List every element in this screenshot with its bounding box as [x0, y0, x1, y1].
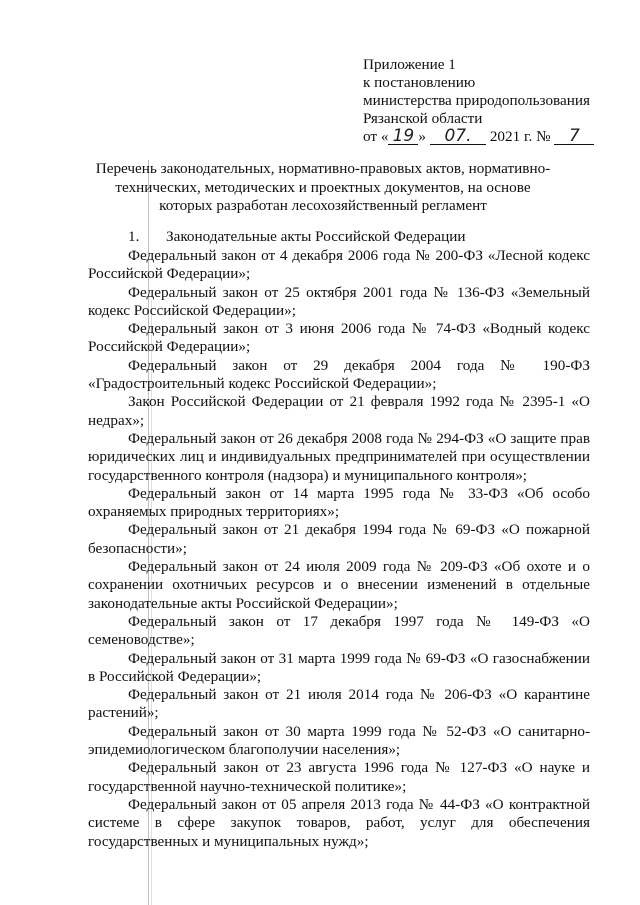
list-item: Федеральный закон от 3 июня 2006 года № 74-ФЗ «Водный кодекс Российской Федерации»; [88, 320, 590, 356]
section-heading: 1. Законодательные акты Российской Федерации [128, 228, 466, 245]
appendix-to-resolution: к постановлению [363, 74, 476, 91]
date-month-handwritten: 07. [430, 128, 486, 145]
appendix-date-line [363, 128, 623, 146]
list-item: Федеральный закон от 23 августа 1996 года № 127-ФЗ «О науке и государственной научно-технической политике»; [88, 759, 590, 795]
list-item: Федеральный закон от 4 декабря 2006 года № 200-ФЗ «Лесной кодекс Российской Федерации»; [88, 247, 590, 283]
list-item: Федеральный закон от 24 июля 2009 года № 209-ФЗ «Об охоте и о сохранении охотничьих ресурсов и о внесении изменений в отдельные законодательные акты Российской Федерации»; [88, 558, 590, 612]
list-item: Федеральный закон от 05 апреля 2013 года № 44-ФЗ «О контрактной системе в сфере закупок товаров, работ, услуг для обеспечения государственных и муниципальных нужд»; [88, 795, 590, 850]
list-item: Федеральный закон от 31 марта 1999 года № 69-ФЗ «О газоснабжении в Российской Федерации»; [88, 649, 590, 685]
list-item: Федеральный закон от 14 марта 1995 года № 33-ФЗ «Об особо охраняемых природных территориях»; [88, 484, 590, 521]
date-mid: » [418, 128, 427, 145]
appendix-ministry: министерства природопользования [363, 92, 590, 109]
appendix-header [363, 56, 623, 146]
list-item: Федеральный закон от 25 октября 2001 года № 136-ФЗ «Земельный кодекс Российской Федерации»; [88, 283, 590, 319]
date-suffix: г. № [523, 128, 551, 145]
list-item: Федеральный закон от 21 декабря 1994 года № 69-ФЗ «О пожарной безопасности»; [88, 521, 590, 557]
laws-list [88, 247, 590, 851]
date-year: 2021 [489, 128, 521, 145]
list-item: Федеральный закон от 29 декабря 2004 года № 190-ФЗ «Градостроительный кодекс Российской Федерации»; [88, 356, 590, 393]
list-item: Федеральный закон от 26 декабря 2008 года № 294-ФЗ «О защите прав юридических лиц и индивидуальных предпринимателей при осуществлении государственного контроля (надзора) и муниципального контроля»; [88, 429, 590, 484]
document-title: Перечень законодательных, нормативно-правовых актов, нормативно-технических, методических и проектных документов, на основе которых разработан лесохозяйственный регламент [95, 160, 551, 214]
date-day-handwritten: 19 [388, 128, 418, 145]
date-prefix: от « [363, 128, 389, 145]
list-item: Федеральный закон от 17 декабря 1997 года № 149-ФЗ «О семеноводстве»; [88, 612, 590, 649]
list-item: Федеральный закон от 21 июля 2014 года № 206-ФЗ «О карантине растений»; [88, 686, 590, 722]
list-item: Федеральный закон от 30 марта 1999 года № 52-ФЗ «О санитарно-эпидемиологическом благополучии населения»; [88, 722, 590, 759]
list-item: Закон Российской Федерации от 21 февраля 1992 года № 2395-1 «О недрах»; [88, 393, 590, 429]
document-number-handwritten: 7 [554, 128, 594, 145]
appendix-label: Приложение 1 [363, 56, 456, 73]
appendix-region: Рязанской области [363, 110, 483, 127]
